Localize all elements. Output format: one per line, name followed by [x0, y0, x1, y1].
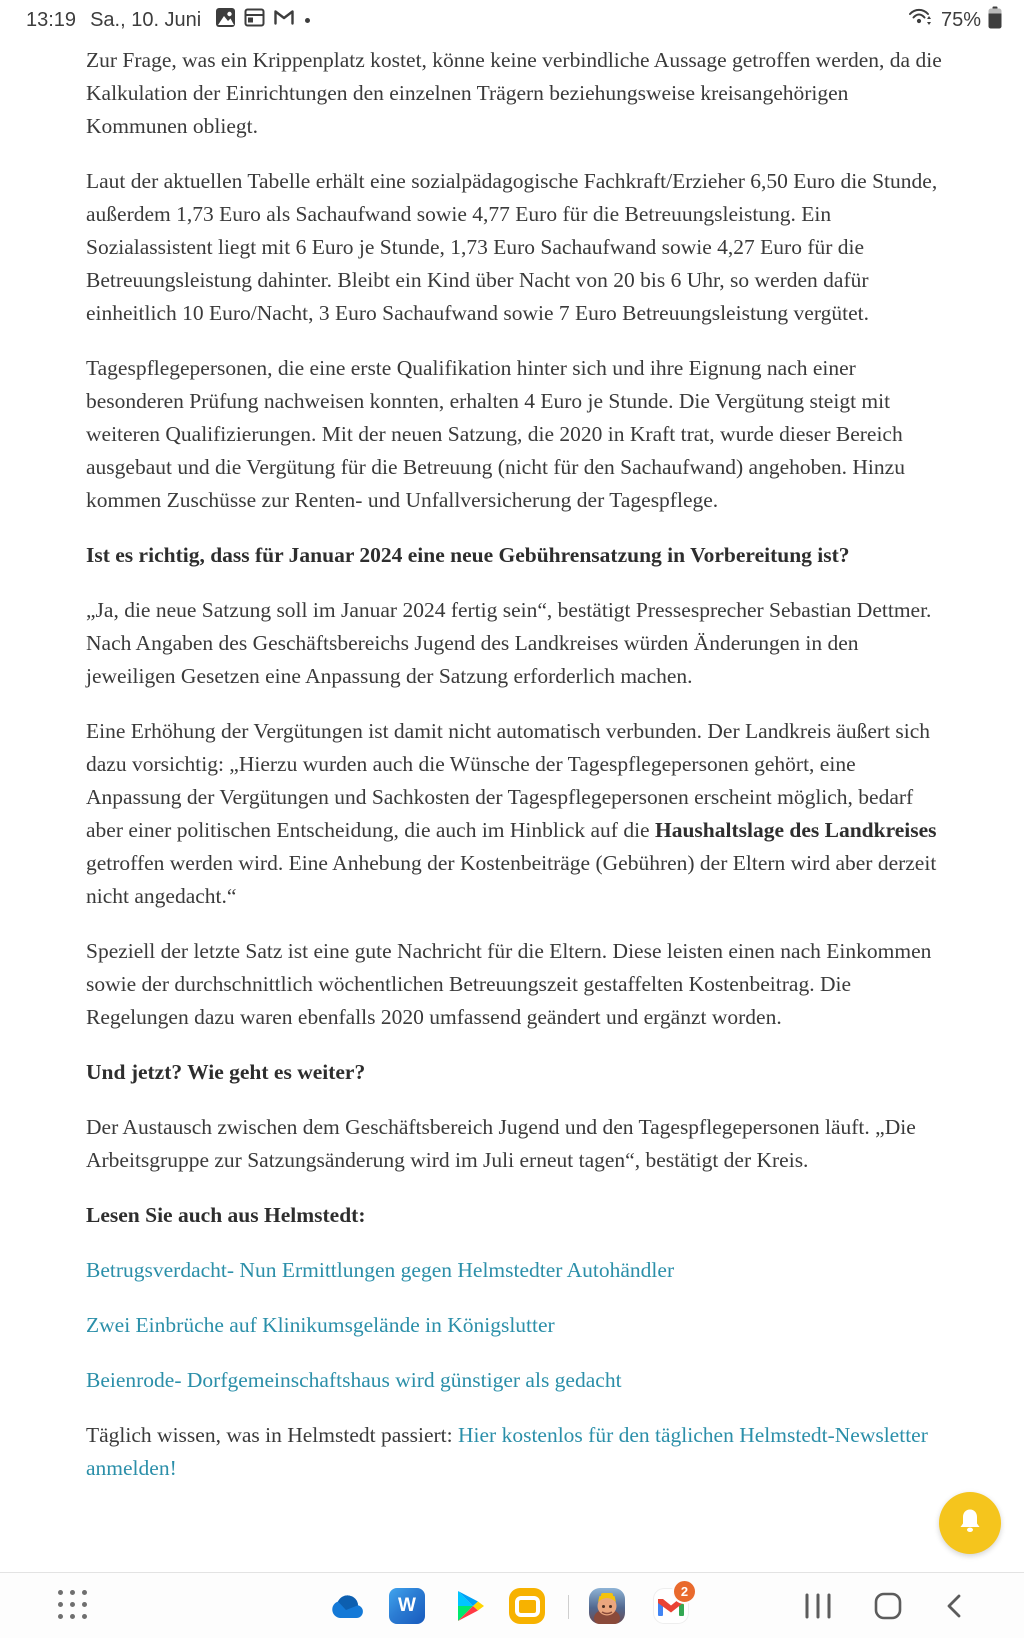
- folder-app-icon[interactable]: [508, 1587, 546, 1625]
- game-app-icon[interactable]: [588, 1587, 626, 1625]
- text-segment: getroffen werden wird. Eine Anhebung der Kostenbeiträge (Gebühren) der Eltern wird aber derzeit nicht angedacht.“: [86, 851, 937, 908]
- gmail-app-icon[interactable]: [652, 1584, 690, 1625]
- text-segment: Täglich wissen, was in Helmstedt passiert:: [86, 1423, 458, 1447]
- photo-notification-icon: [215, 7, 236, 34]
- text-segment: Speziell der letzte Satz ist eine gute Nachricht für die Eltern. Diese leisten einen nach Einkommen sowie der durchschnittlich wöchentlichen Betreuungszeit gestaffelten Kostenbeitrag. Die Regelungen dazu waren ebenfalls 2020 umfassend geändert und ergänzt worden.: [86, 939, 932, 1029]
- article-link[interactable]: Zwei Einbrüche auf Klinikumsgelände in Königslutter: [86, 1313, 555, 1337]
- status-bar: [0, 0, 1024, 36]
- newsletter-bell-fab[interactable]: [939, 1492, 1001, 1554]
- text-segment: Lesen Sie auch aus Helmstedt:: [86, 1203, 366, 1227]
- article-paragraph: [86, 594, 946, 693]
- text-segment: „Ja, die neue Satzung soll im Januar 2024 fertig sein“, bestätigt Pressesprecher Sebastian Dettmer. Nach Angaben des Geschäftsbereichs Jugend des Landkreises würden Änderungen in den jeweiligen Gesetzen eine Anpassung der Satzung erforderlich machen.: [86, 598, 932, 688]
- back-button[interactable]: [932, 1573, 976, 1638]
- article-paragraph: [86, 935, 946, 1034]
- home-button[interactable]: [866, 1573, 910, 1638]
- text-segment: Zur Frage, was ein Krippenplatz kostet, könne keine verbindliche Aussage getroffen werden, da die Kalkulation der Einrichtungen den einzelnen Trägern beziehungsweise kreisangehörigen Kommunen obliegt.: [86, 48, 942, 138]
- text-segment: Tagespflegepersonen, die eine erste Qualifikation hinter sich und ihre Eignung nach einer besonderen Prüfung nachweisen konnten, erhalten 4 Euro je Stunde. Die Vergütung steigt mit weiteren Qualifizierungen. Mit der neuen Satzung, die 2020 in Kraft trat, wurde dieser Bereich ausgebaut und die Vergütung für die Betreuung (nicht für den Sachaufwand) angehoben. Hinzu kommen Zuschüsse zur Renten- und Unfallversicherung der Tagespflege.: [86, 356, 905, 512]
- article-heading: [86, 1056, 946, 1089]
- recents-button[interactable]: [796, 1573, 840, 1638]
- taskbar: [0, 1572, 1024, 1638]
- article-link[interactable]: Beienrode- Dorfgemeinschaftshaus wird günstiger als gedacht: [86, 1368, 622, 1392]
- gmail-notification-icon: [273, 7, 295, 33]
- article-paragraph: [86, 352, 946, 517]
- text-segment: Und jetzt? Wie geht es weiter?: [86, 1060, 366, 1084]
- article-paragraph: [86, 715, 946, 913]
- article-heading: [86, 1199, 946, 1232]
- google-play-app-icon[interactable]: [452, 1587, 490, 1625]
- status-time: 13:19: [26, 8, 77, 31]
- status-date: Sa., 10. Juni: [90, 8, 202, 31]
- article-link[interactable]: Betrugsverdacht- Nun Ermittlungen gegen Helmstedter Autohändler: [86, 1258, 675, 1282]
- folder-glyph: [515, 1596, 540, 1617]
- article-paragraph: [86, 1364, 946, 1397]
- article-paragraph: [86, 44, 946, 143]
- more-notifications-dot: [305, 18, 310, 23]
- gmail-badge: 2: [672, 1579, 697, 1604]
- text-segment: Eine Erhöhung der Vergütungen ist damit nicht automatisch verbunden. Der Landkreis äußert sich dazu vorsichtig: „Hierzu wurden auch die Wünsche der Tagespflegepersonen gehört, eine Anpassung der Vergütungen und Sachkosten der Tagespflegepersonen erscheint möglich, bedarf aber einer politischen Entscheidung, die auch im Hinblick auf die: [86, 719, 931, 842]
- onedrive-app-icon[interactable]: [326, 1587, 364, 1625]
- article-paragraph: [86, 1419, 946, 1485]
- word-letter: W: [398, 1595, 416, 1616]
- article-paragraph: [86, 1111, 946, 1177]
- article-heading: [86, 539, 946, 572]
- article-link[interactable]: Hier kostenlos für den täglichen Helmstedt-Newsletter anmelden!: [86, 1423, 928, 1480]
- article-paragraph: [86, 1254, 946, 1287]
- wifi-icon: [908, 6, 934, 34]
- battery-percent: 75%: [940, 8, 981, 31]
- text-segment: Der Austausch zwischen dem Geschäftsbereich Jugend und den Tagespflegepersonen läuft. „Die Arbeitsgruppe zur Satzungsänderung wird im Juli erneut tagen“, bestätigt der Kreis.: [86, 1115, 916, 1172]
- bold-text: Haushaltslage des Landkreises: [654, 818, 937, 842]
- article-paragraph: [86, 1309, 946, 1342]
- text-segment: Ist es richtig, dass für Januar 2024 eine neue Gebührensatzung in Vorbereitung ist?: [86, 543, 850, 567]
- app-drawer-button[interactable]: [58, 1590, 87, 1619]
- battery-icon: [988, 6, 1002, 35]
- browser-window-icon: [244, 7, 265, 34]
- dock-divider: [568, 1595, 569, 1619]
- article-paragraph: [86, 165, 946, 330]
- bell-icon: [955, 1506, 985, 1541]
- article-body: [86, 44, 946, 1507]
- text-segment: Laut der aktuellen Tabelle erhält eine sozialpädagogische Fachkraft/Erzieher 6,50 Euro die Stunde, außerdem 1,73 Euro als Sachaufwand sowie 4,77 Euro für die Betreuungsleistung. Ein Sozialassistent liegt mit 6 Euro je Stunde, 1,73 Euro Sachaufwand sowie 4,27 Euro für die Betreuungsleistung dahinter. Bleibt ein Kind über Nacht von 20 bis 6 Uhr, so werden dafür einheitlich 10 Euro/Nacht, 3 Euro Sachaufwand sowie 7 Euro Betreuungsleistung vergütet.: [86, 169, 938, 325]
- word-app-icon[interactable]: [388, 1587, 426, 1625]
